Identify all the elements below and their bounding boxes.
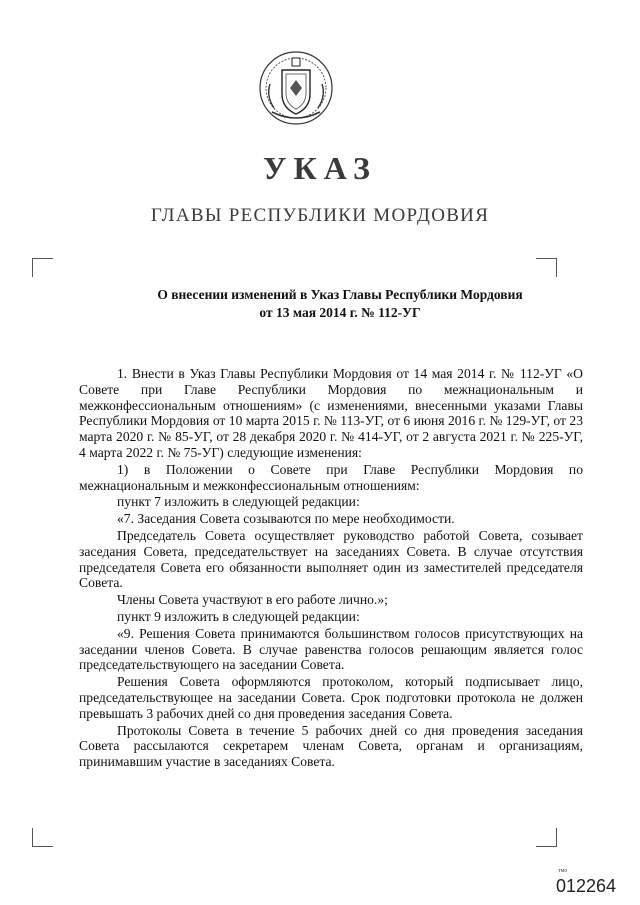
paragraph: 1) в Положении о Совете при Главе Республики Мордовия по межнациональным и межконфессиональным отношениям: — [79, 461, 583, 493]
document-subtitle: ГЛАВЫ РЕСПУБЛИКИ МОРДОВИЯ — [150, 205, 490, 226]
paragraph: Члены Совета участвуют в его работе лично.»; — [117, 592, 388, 608]
decree-body — [79, 366, 583, 770]
paragraph: 1. Внести в Указ Главы Республики Мордовия от 14 мая 2014 г. № 112-УГ «О Совете при Главе Республики Мордовия по межнациональным и межконфессиональным отношениям» (с изменениями, внесенными указами Главы Республики Мордовия от 10 марта 2015 г. № 113-УГ, от 6 июня 2016 г. № 129-УГ, от 23 марта 2020 г. № 85-УГ, от 28 декабря 2020 г. № 414-УГ, от 2 августа 2021 г. № 225-УГ, 4 марта 2022 г. № 75-УГ) следующие изменения: — [79, 366, 583, 460]
form-mark: тмо — [558, 868, 568, 874]
corner-mark-bottom-left — [32, 828, 53, 847]
paragraph: «9. Решения Совета принимаются большинством голосов присутствующих на заседании членов Совета. В случае равенства голосов решающим является голос председательствующего на заседании Совета. — [79, 625, 583, 673]
document-title: УКАЗ — [263, 150, 377, 186]
paragraph: Протоколы Совета в течение 5 рабочих дней со дня проведения заседания Совета рассылаются секретарем членам Совета, органам и организациям, принимавшим участие в заседаниях Совета. — [79, 722, 583, 770]
paragraph: «7. Заседания Совета созываются по мере необходимости. — [117, 511, 455, 527]
paragraph: Председатель Совета осуществляет руководство работой Совета, созывает заседания Совета, председательствует на заседаниях Совета. В случае отсутствия председателя Совета его обязанности выполняет один из заместителей председателя Совета. — [79, 527, 583, 591]
corner-mark-top-right — [536, 258, 557, 277]
paragraph: Решения Совета оформляются протоколом, который подписывает лицо, председательствующее на заседании Совета. Срок подготовки протокола не должен превышать 3 рабочих дней со дня проведения заседания Совета. — [79, 674, 583, 721]
coat-of-arms-emblem-icon — [256, 48, 336, 128]
form-serial-number: 012264 — [556, 876, 617, 896]
paragraph: пункт 7 изложить в следующей редакции: — [117, 494, 360, 510]
subject-line: О внесении изменений в Указ Главы Республики Мордовия — [157, 287, 523, 302]
decree-subject — [80, 286, 600, 322]
corner-mark-bottom-right — [536, 828, 557, 847]
paragraph: пункт 9 изложить в следующей редакции: — [117, 608, 360, 624]
subject-line: от 13 мая 2014 г. № 112-УГ — [259, 305, 421, 320]
corner-mark-top-left — [32, 258, 53, 277]
